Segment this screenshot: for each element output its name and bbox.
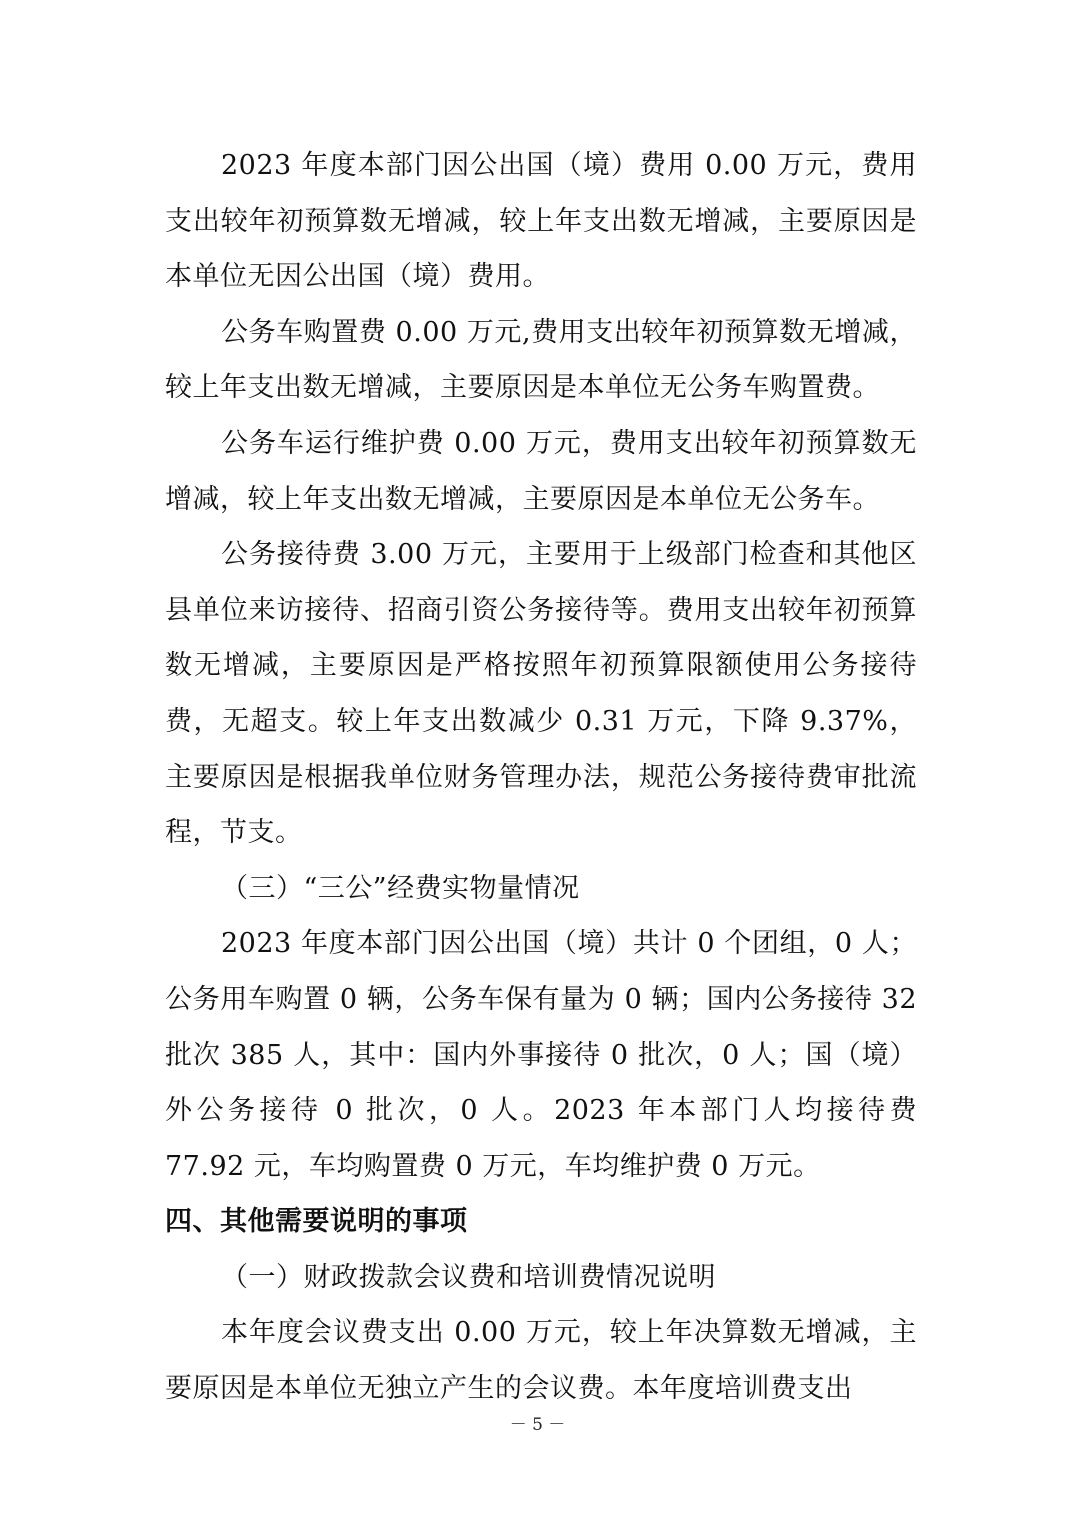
paragraph-reception: 公务接待费 3.00 万元，主要用于上级部门检查和其他区县单位来访接待、招商引资公务接待等。费用支出较年初预算数无增减，主要原因是严格按照年初预算限额使用公务接待费，无超支。较上年支出数减少 0.31 万元，下降 9.37%，主要原因是根据我单位财务管理办法，规范公务接待费审批流程，节支。	[165, 539, 917, 849]
section-heading-other-matters: 四、其他需要说明的事项	[165, 1206, 468, 1238]
paragraph-vehicle-purchase: 公务车购置费 0.00 万元,费用支出较年初预算数无增减，较上年支出数无增减，主要原因是本单位无公务车购置费。	[165, 316, 917, 404]
paragraph-physical-quantity: 2023 年度本部门因公出国（境）共计 0 个团组，0 人；公务用车购置 0 辆，公务车保有量为 0 辆；国内公务接待 32 批次 385 人，其中：国内外事接待 0 批次，0 人；国（境）外公务接待 0 批次，0 人。2023 年本部门人均接待费 77.92 元，车均购置费 0 万元，车均维护费 0 万元。	[165, 928, 917, 1182]
page-number: － 5 －	[509, 1415, 566, 1435]
paragraph-meeting-training: 本年度会议费支出 0.00 万元，较上年决算数无增减，主要原因是本单位无独立产生的会议费。本年度培训费支出	[165, 1317, 917, 1405]
paragraph-overseas-travel: 2023 年度本部门因公出国（境）费用 0.00 万元，费用支出较年初预算数无增减，较上年支出数无增减，主要原因是本单位无因公出国（境）费用。	[165, 150, 917, 293]
page-content	[165, 138, 917, 1417]
subheading-physical-quantity: （三）“三公”经费实物量情况	[221, 872, 580, 904]
paragraph-vehicle-maintenance: 公务车运行维护费 0.00 万元，费用支出较年初预算数无增减，较上年支出数无增减，主要原因是本单位无公务车。	[165, 427, 917, 515]
subheading-meeting-training: （一）财政拨款会议费和培训费情况说明	[221, 1261, 716, 1293]
